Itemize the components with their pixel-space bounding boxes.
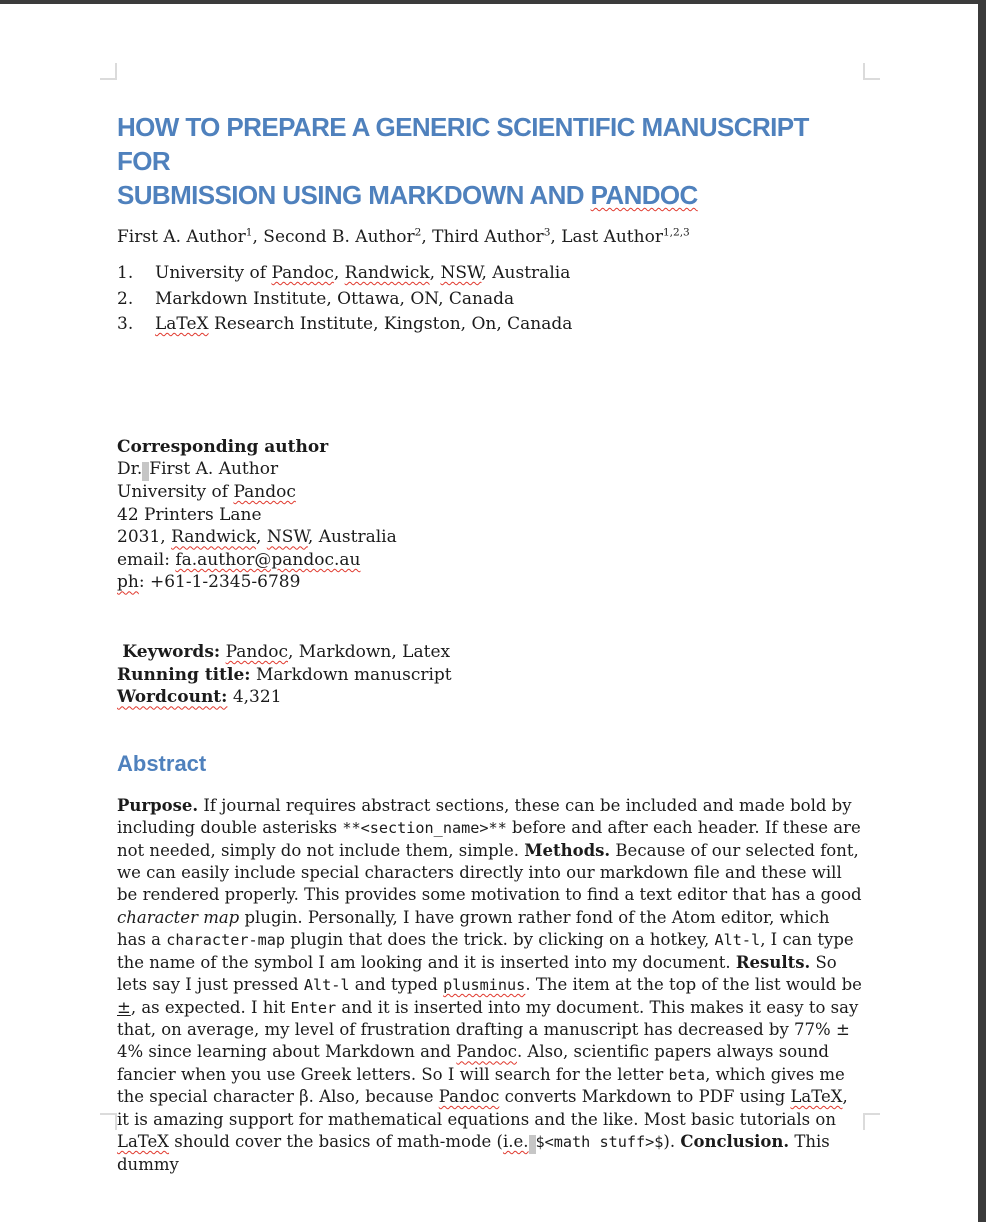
list-number: 1. [117,263,134,283]
text-segment: fa.author@pandoc.au [175,549,361,570]
authors-line [117,226,863,249]
affiliation-text [155,313,572,336]
metadata-block [117,641,863,709]
list-number: 2. [117,288,134,309]
text-segment: , [333,263,345,283]
text-segment: before and after each header. If these are not needed, simply do not include them, simple. [117,818,866,860]
text-segment: Corresponding author [117,436,329,457]
text-segment: , Second B. Author [252,227,415,247]
text-segment: Keywords: [122,642,221,663]
affiliation-text [155,262,570,285]
text-segment: PANDOC [590,180,698,210]
text-segment: Because of our selected font, we can easily include special characters directly into our markdown file and these will be rendered properly. This provides some motivation to find a text editor that has a good [117,840,867,905]
text-segment: ). [663,1131,681,1151]
text-segment: LaTeX [790,1087,843,1107]
text-segment: ph [117,572,139,593]
text-segment: Markdown manuscript [250,664,452,685]
text-segment: SUBMISSION USING MARKDOWN AND [117,180,591,210]
text-segment: Wordcount: [117,687,228,708]
text-segment: 4,321 [227,687,282,708]
text-segment: Methods. [524,840,611,860]
window-edge-right [978,0,986,1222]
text-segment: beta [668,1065,706,1084]
text-segment: , it is amazing support for mathematical equations and the like. Most basic tutorials on [117,1087,853,1129]
text-segment [529,1135,536,1154]
text-segment: 2 [414,226,422,239]
text-segment: Results. [735,952,811,972]
text-segment: 42 Printers Lane [117,504,262,525]
text-segment: **<section_name>** [342,819,507,838]
text-segment: LaTeX [117,1131,170,1151]
text-segment: So lets say I just pressed [117,952,842,995]
corresponding-author-block [117,436,863,595]
text-segment: Pandoc [456,1042,517,1062]
corresponding-author-email [117,549,863,572]
text-segment: This dummy [117,1131,835,1174]
running-title-line [117,664,863,687]
wordcount-line [117,686,863,709]
text-segment: . The item at the top of the list would be [525,975,868,995]
text-segment: , Last Author [550,227,663,247]
text-segment: , I can type the name of the symbol I am looking and it is inserted into my document. [117,930,859,972]
affiliation-text [155,288,514,311]
text-segment: , Third Author [421,227,544,247]
text-segment: Pandoc [438,1087,500,1107]
corresponding-author-phone [117,571,863,594]
affiliation-item [117,288,863,311]
text-segment: , [429,263,441,283]
text-segment: , Markdown, Latex [287,642,451,663]
text-segment: Pandoc [271,263,334,283]
text-segment: and it is inserted into my document. This makes it easy to say that, on average, my level of frustration drafting a manuscript has decreased by 77% ± 4% since learning about Markdown and [117,997,864,1062]
text-segment: LaTeX [155,314,209,334]
text-segment: , as expected. I hit [130,997,291,1017]
text-segment: 1 [245,226,253,239]
text-segment: . Also, scientific papers always sound fancier when you use Greek letters. So I will search for the letter [117,1042,835,1084]
text-segment: First A. Author [149,459,279,480]
affiliation-item [117,313,863,336]
text-segment: NSW [440,263,482,283]
text-segment: HOW TO PREPARE A GENERIC SCIENTIFIC MANUSCRIPT FOR [117,112,816,176]
text-segment: : +61-1-2345-6789 [138,572,301,593]
text-segment: Conclusion. [680,1131,790,1151]
abstract-paragraph [117,795,868,1177]
text-segment: character-map [166,931,286,950]
text-segment: Research Institute, Kingston, On, Canada [208,314,573,334]
text-segment: plusminus [443,976,526,995]
affiliation-item [117,262,863,285]
keywords-line [117,641,863,664]
text-segment: i.e. [502,1131,529,1151]
text-segment: Pandoc [233,482,296,503]
text-segment: Enter [290,998,337,1017]
corresponding-author-institution [117,481,863,504]
text-segment: converts Markdown to PDF using [499,1087,791,1107]
list-number: 3. [117,314,134,334]
text-segment: Purpose. [117,795,199,815]
corresponding-author-name [117,458,863,481]
text-segment: Running title: [117,664,251,685]
text-segment: If journal requires abstract sections, these can be included and made bold by including double asterisks [117,795,857,838]
text-segment: , Australia [481,263,571,283]
text-segment: , [256,527,267,548]
text-segment: NSW [266,527,308,548]
text-segment: and typed [349,975,444,995]
text-segment: Alt-l [714,931,761,950]
text-segment: plugin that does the trick. by clicking on a hotkey, [285,930,715,950]
text-segment: 1,2,3 [662,226,690,239]
text-segment: character map [117,907,240,927]
text-segment: should cover the basics of math-mode ( [169,1131,503,1151]
text-segment: email: [117,549,176,570]
corresponding-author-city [117,526,863,549]
text-segment: Randwick [171,527,257,548]
text-segment: 3 [543,226,551,239]
text-segment: Pandoc [225,642,288,663]
text-segment: First A. Author [117,227,246,247]
page-title [117,110,863,212]
text-segment: $<math stuff>$ [535,1132,664,1151]
text-segment: University of [117,482,234,503]
text-segment: , which gives me the special character β. Also, because [117,1064,850,1107]
text-segment: ± [117,997,131,1017]
text-segment: Alt-l [303,976,350,995]
text-segment: 2031, [117,527,172,548]
corresponding-author-heading [117,436,863,459]
text-segment: Dr. [117,459,143,480]
text-segment: Markdown Institute, Ottawa, ON, Canada [155,288,515,309]
corresponding-author-street [117,504,863,527]
text-segment: University of [155,263,272,283]
text-segment: , Australia [307,527,397,548]
text-segment: Randwick [344,263,430,283]
abstract-heading: Abstract [117,750,207,776]
text-segment: plugin. Personally, I have grown rather fond of the Atom editor, which has a [117,907,835,950]
affiliation-list [117,262,863,336]
